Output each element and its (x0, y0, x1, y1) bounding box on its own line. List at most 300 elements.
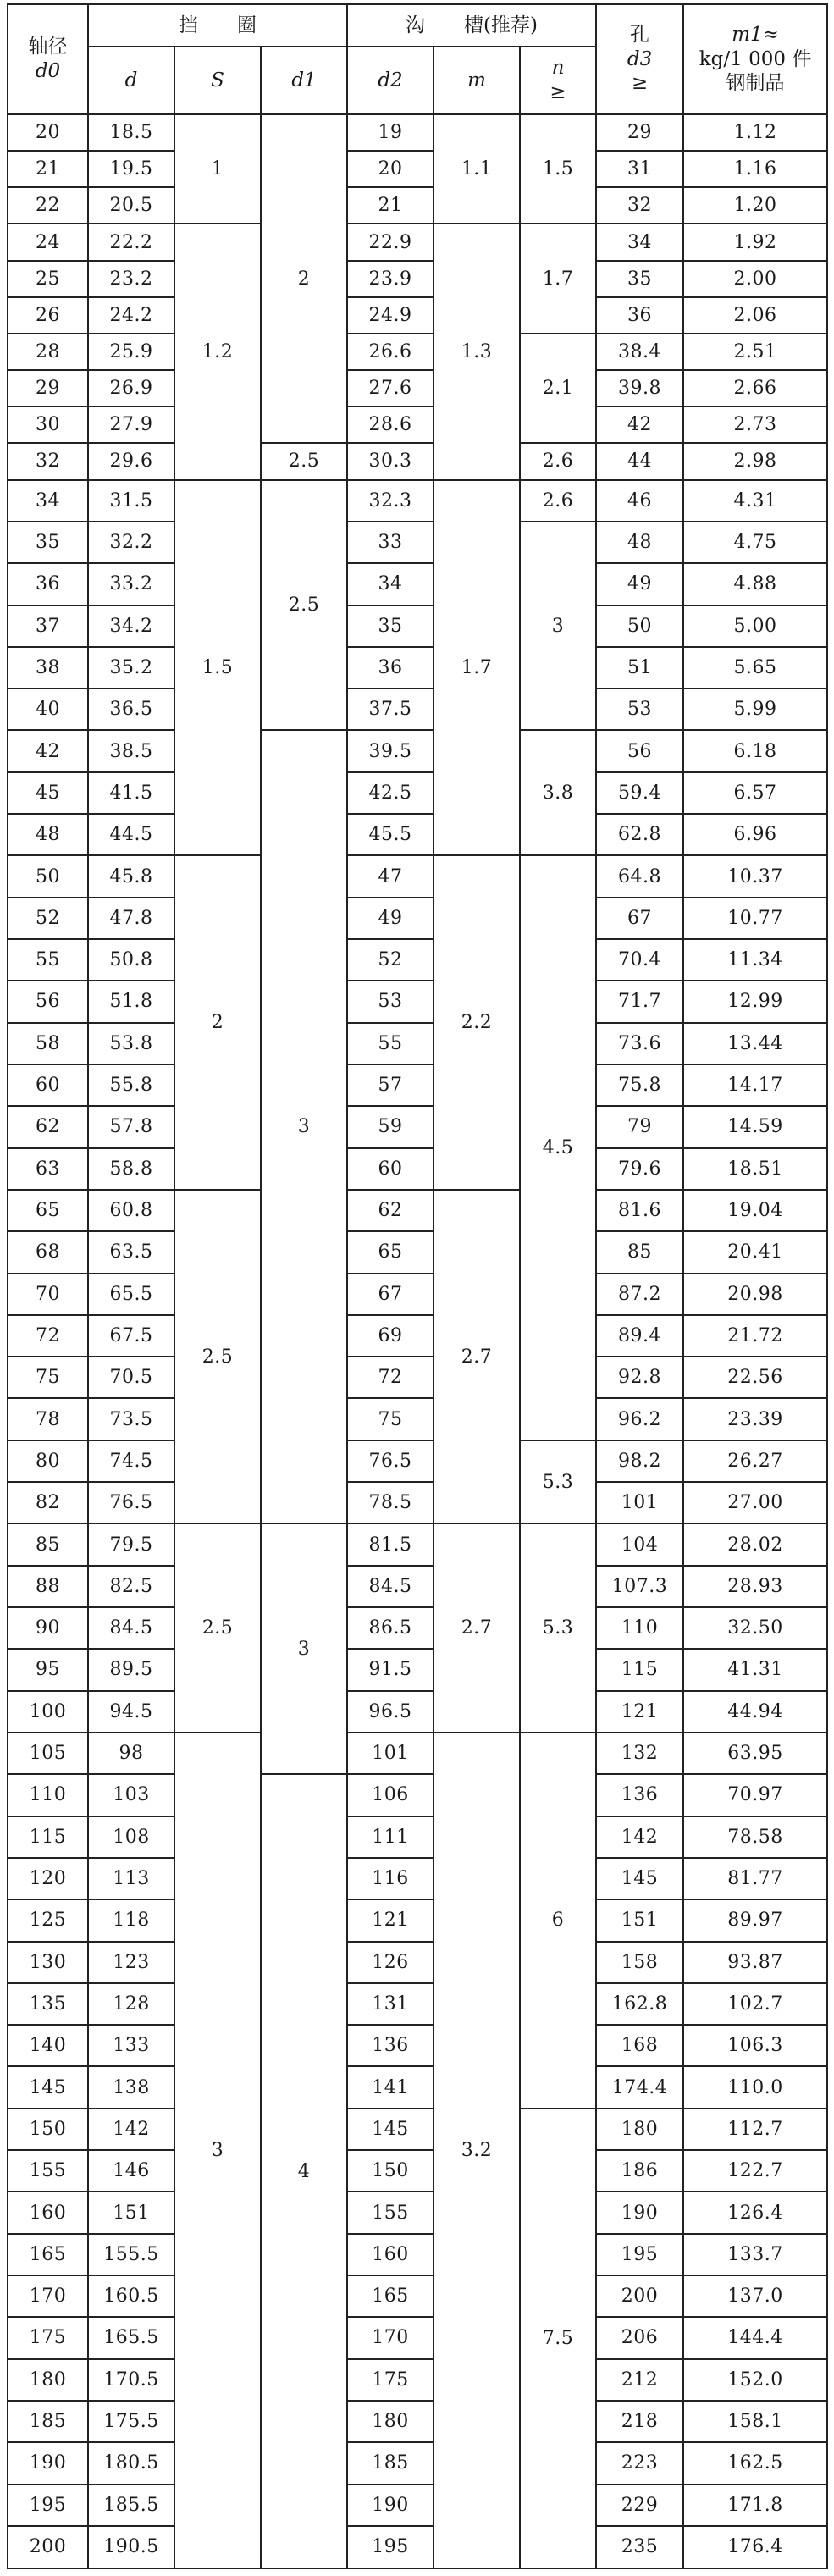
cell-d: 24.2 (88, 297, 174, 334)
cell-d: 22.2 (88, 224, 174, 260)
cell-d: 79.5 (88, 1523, 174, 1565)
cell-m-group: 2.7 (434, 1523, 520, 1733)
table-row (8, 2401, 827, 2442)
cell-d0: 60 (8, 1064, 88, 1106)
table-row (8, 1023, 827, 1064)
cell-d3: 31 (596, 151, 683, 187)
cell-m1: 14.17 (683, 1064, 827, 1106)
cell-d: 108 (88, 1816, 174, 1858)
cell-d2: 23.9 (347, 261, 434, 297)
header-S: S (174, 47, 261, 114)
cell-d: 23.2 (88, 261, 174, 297)
cell-d0: 32 (8, 443, 88, 479)
cell-d: 47.8 (88, 898, 174, 939)
cell-d2: 155 (347, 2192, 434, 2233)
cell-m1: 4.75 (683, 522, 827, 563)
cell-d0: 22 (8, 187, 88, 224)
cell-d0: 125 (8, 1899, 88, 1941)
cell-d0: 85 (8, 1523, 88, 1565)
cell-d3: 75.8 (596, 1064, 683, 1106)
cell-d: 74.5 (88, 1440, 174, 1482)
cell-d2: 62 (347, 1190, 434, 1231)
cell-d1-group: 3 (261, 1523, 347, 1774)
cell-m1: 110.0 (683, 2066, 827, 2108)
cell-d: 160.5 (88, 2275, 174, 2317)
table-row (8, 1983, 827, 2025)
table-row (8, 1231, 827, 1273)
cell-d: 175.5 (88, 2401, 174, 2442)
cell-d: 118 (88, 1899, 174, 1941)
cell-d3: 49 (596, 563, 683, 605)
cell-d0: 160 (8, 2192, 88, 2233)
cell-d: 70.5 (88, 1357, 174, 1398)
cell-m1: 2.00 (683, 261, 827, 297)
cell-d: 155.5 (88, 2234, 174, 2275)
cell-d: 98 (88, 1733, 174, 1774)
cell-m1: 137.0 (683, 2275, 827, 2317)
cell-d2: 34 (347, 563, 434, 605)
cell-n-group: 5.3 (520, 1523, 596, 1733)
cell-d: 82.5 (88, 1566, 174, 1607)
cell-d0: 56 (8, 981, 88, 1022)
cell-d0: 150 (8, 2109, 88, 2150)
cell-n-group: 4.5 (520, 855, 596, 1440)
cell-d: 63.5 (88, 1231, 174, 1273)
table-row (8, 1774, 827, 1816)
cell-d2: 24.9 (347, 297, 434, 334)
cell-n-group: 3 (520, 522, 596, 731)
header-m: m (434, 47, 520, 114)
cell-d0: 24 (8, 224, 88, 260)
cell-d0: 62 (8, 1106, 88, 1147)
cell-d3: 51 (596, 647, 683, 688)
cell-d2: 84.5 (347, 1566, 434, 1607)
cell-d3: 235 (596, 2526, 683, 2568)
cell-d2: 86.5 (347, 1607, 434, 1649)
header-d1: d1 (261, 47, 347, 114)
cell-d: 32.2 (88, 522, 174, 563)
cell-m1: 26.27 (683, 1440, 827, 1482)
cell-d: 142 (88, 2109, 174, 2150)
cell-d: 55.8 (88, 1064, 174, 1106)
table-row (8, 1106, 827, 1147)
cell-d2: 76.5 (347, 1440, 434, 1482)
cell-d3: 34 (596, 224, 683, 260)
table-row (8, 114, 827, 151)
cell-n-group: 2.6 (520, 443, 596, 479)
cell-d2: 26.6 (347, 334, 434, 370)
cell-d2: 59 (347, 1106, 434, 1147)
cell-d2: 65 (347, 1231, 434, 1273)
cell-d0: 26 (8, 297, 88, 334)
cell-m1: 2.73 (683, 406, 827, 443)
table-row (8, 2442, 827, 2484)
cell-d3: 38.4 (596, 334, 683, 370)
cell-d0: 135 (8, 1983, 88, 2025)
cell-d2: 49 (347, 898, 434, 939)
table-row (8, 187, 827, 224)
cell-d2: 180 (347, 2401, 434, 2442)
cell-d0: 200 (8, 2526, 88, 2568)
cell-d2: 20 (347, 151, 434, 187)
cell-d: 146 (88, 2150, 174, 2192)
cell-d: 151 (88, 2192, 174, 2233)
cell-d2: 81.5 (347, 1523, 434, 1565)
cell-d0: 120 (8, 1858, 88, 1899)
cell-n-group: 5.3 (520, 1440, 596, 1524)
cell-m1: 14.59 (683, 1106, 827, 1147)
cell-d0: 75 (8, 1357, 88, 1398)
cell-d2: 126 (347, 1942, 434, 1983)
cell-d2: 75 (347, 1398, 434, 1440)
header-hole-symbol: d3 (627, 47, 653, 70)
table-row (8, 2109, 827, 2150)
cell-d0: 140 (8, 2025, 88, 2066)
table-row (8, 1899, 827, 1941)
cell-d0: 37 (8, 605, 88, 647)
cell-d2: 195 (347, 2526, 434, 2568)
cell-m1: 2.66 (683, 370, 827, 406)
cell-d0: 34 (8, 480, 88, 522)
cell-d3: 186 (596, 2150, 683, 2192)
cell-d3: 39.8 (596, 370, 683, 406)
table-row (8, 1607, 827, 1649)
table-row (8, 1148, 827, 1190)
header-n (520, 47, 596, 114)
cell-d: 170.5 (88, 2359, 174, 2401)
cell-d3: 195 (596, 2234, 683, 2275)
table-row (8, 334, 827, 370)
cell-m1: 41.31 (683, 1649, 827, 1690)
cell-d0: 190 (8, 2442, 88, 2484)
cell-d3: 35 (596, 261, 683, 297)
cell-d: 60.8 (88, 1190, 174, 1231)
cell-d0: 40 (8, 688, 88, 730)
table-header (8, 4, 827, 114)
cell-d2: 78.5 (347, 1482, 434, 1523)
cell-d3: 53 (596, 688, 683, 730)
header-d: d (88, 47, 174, 114)
table-row (8, 1482, 827, 1523)
cell-d0: 88 (8, 1566, 88, 1607)
table-body (8, 114, 827, 2568)
cell-d0: 21 (8, 151, 88, 187)
cell-d: 190.5 (88, 2526, 174, 2568)
cell-d0: 55 (8, 939, 88, 981)
cell-m1: 152.0 (683, 2359, 827, 2401)
cell-m1: 4.31 (683, 480, 827, 522)
cell-d2: 28.6 (347, 406, 434, 443)
table-row (8, 1274, 827, 1315)
cell-d: 19.5 (88, 151, 174, 187)
cell-m1: 1.92 (683, 224, 827, 260)
table-row (8, 730, 827, 771)
table-row (8, 1523, 827, 1565)
cell-d3: 115 (596, 1649, 683, 1690)
cell-m1: 18.51 (683, 1148, 827, 1190)
cell-d3: 59.4 (596, 772, 683, 814)
cell-d2: 96.5 (347, 1691, 434, 1733)
cell-d3: 81.6 (596, 1190, 683, 1231)
cell-m1: 78.58 (683, 1816, 827, 1858)
cell-d: 33.2 (88, 563, 174, 605)
cell-m1: 2.06 (683, 297, 827, 334)
header-n-symbol: n (551, 57, 565, 80)
cell-m1: 6.18 (683, 730, 827, 771)
cell-m1: 6.57 (683, 772, 827, 814)
cell-d3: 200 (596, 2275, 683, 2317)
cell-d0: 110 (8, 1774, 88, 1816)
cell-d3: 190 (596, 2192, 683, 2233)
cell-d0: 25 (8, 261, 88, 297)
cell-d: 138 (88, 2066, 174, 2108)
cell-d2: 55 (347, 1023, 434, 1064)
cell-m1: 5.99 (683, 688, 827, 730)
cell-d: 89.5 (88, 1649, 174, 1690)
cell-d2: 165 (347, 2275, 434, 2317)
cell-d0: 68 (8, 1231, 88, 1273)
cell-d0: 35 (8, 522, 88, 563)
cell-d: 133 (88, 2025, 174, 2066)
cell-d3: 32 (596, 187, 683, 224)
cell-m1: 158.1 (683, 2401, 827, 2442)
cell-d: 51.8 (88, 981, 174, 1022)
header-hole (596, 4, 683, 114)
cell-d2: 141 (347, 2066, 434, 2108)
cell-d0: 180 (8, 2359, 88, 2401)
cell-m1: 162.5 (683, 2442, 827, 2484)
table-row (8, 224, 827, 260)
cell-d0: 185 (8, 2401, 88, 2442)
table-row (8, 406, 827, 443)
cell-m1: 12.99 (683, 981, 827, 1022)
cell-d0: 82 (8, 1482, 88, 1523)
table-row (8, 1064, 827, 1106)
table-row (8, 1566, 827, 1607)
cell-d3: 206 (596, 2317, 683, 2358)
table-row (8, 1315, 827, 1357)
cell-m1: 6.96 (683, 814, 827, 855)
cell-d3: 79.6 (596, 1148, 683, 1190)
cell-d0: 38 (8, 647, 88, 688)
table-row (8, 370, 827, 406)
cell-d0: 145 (8, 2066, 88, 2108)
cell-d: 34.2 (88, 605, 174, 647)
cell-d3: 121 (596, 1691, 683, 1733)
cell-d3: 44 (596, 443, 683, 479)
cell-d2: 145 (347, 2109, 434, 2150)
cell-d2: 21 (347, 187, 434, 224)
table-row (8, 898, 827, 939)
cell-d2: 67 (347, 1274, 434, 1315)
cell-d3: 46 (596, 480, 683, 522)
table-row (8, 480, 827, 522)
header-hole-ge: ≥ (631, 72, 649, 95)
cell-m-group: 2.7 (434, 1190, 520, 1524)
cell-m-group: 3.2 (434, 1733, 520, 2568)
cell-d0: 29 (8, 370, 88, 406)
cell-s-group: 3 (174, 1733, 261, 2568)
cell-d3: 79 (596, 1106, 683, 1147)
cell-d3: 89.4 (596, 1315, 683, 1357)
cell-d: 44.5 (88, 814, 174, 855)
cell-d: 165.5 (88, 2317, 174, 2358)
cell-m1: 27.00 (683, 1482, 827, 1523)
table-row (8, 981, 827, 1022)
cell-d: 35.2 (88, 647, 174, 688)
cell-m1: 102.7 (683, 1983, 827, 2025)
table-row (8, 2275, 827, 2317)
cell-s-group: 2.5 (174, 1190, 261, 1524)
cell-d: 180.5 (88, 2442, 174, 2484)
cell-m-group: 1.1 (434, 114, 520, 224)
cell-m1: 10.77 (683, 898, 827, 939)
cell-m1: 70.97 (683, 1774, 827, 1816)
cell-d3: 212 (596, 2359, 683, 2401)
cell-d0: 45 (8, 772, 88, 814)
cell-m1: 93.87 (683, 1942, 827, 1983)
table-row (8, 1733, 827, 1774)
header-shaft-diameter (8, 4, 88, 114)
cell-m1: 126.4 (683, 2192, 827, 2233)
cell-d2: 22.9 (347, 224, 434, 260)
cell-d1-group: 4 (261, 1774, 347, 2568)
cell-m1: 144.4 (683, 2317, 827, 2358)
table-row (8, 2066, 827, 2108)
cell-m1: 28.93 (683, 1566, 827, 1607)
cell-d3: 71.7 (596, 981, 683, 1022)
cell-d1-group: 2.5 (261, 480, 347, 731)
cell-d: 94.5 (88, 1691, 174, 1733)
cell-s-group: 1.5 (174, 480, 261, 856)
table-row (8, 1398, 827, 1440)
cell-m1: 4.88 (683, 563, 827, 605)
cell-d2: 111 (347, 1816, 434, 1858)
cell-d2: 37.5 (347, 688, 434, 730)
header-mass-line2: kg/1 000 件 (699, 47, 812, 70)
cell-d: 41.5 (88, 772, 174, 814)
cell-m1: 32.50 (683, 1607, 827, 1649)
cell-m1: 63.95 (683, 1733, 827, 1774)
cell-d: 103 (88, 1774, 174, 1816)
cell-d1-group: 2.5 (261, 443, 347, 479)
cell-d: 26.9 (88, 370, 174, 406)
cell-d2: 72 (347, 1357, 434, 1398)
table-row (8, 1942, 827, 1983)
table-row (8, 1816, 827, 1858)
cell-d0: 70 (8, 1274, 88, 1315)
cell-d0: 100 (8, 1691, 88, 1733)
cell-d3: 48 (596, 522, 683, 563)
cell-m1: 89.97 (683, 1899, 827, 1941)
cell-n-group: 2.1 (520, 334, 596, 443)
cell-m1: 28.02 (683, 1523, 827, 1565)
cell-d2: 39.5 (347, 730, 434, 771)
cell-d3: 67 (596, 898, 683, 939)
cell-m1: 112.7 (683, 2109, 827, 2150)
cell-d0: 36 (8, 563, 88, 605)
cell-d3: 70.4 (596, 939, 683, 981)
cell-d3: 98.2 (596, 1440, 683, 1482)
cell-m1: 21.72 (683, 1315, 827, 1357)
cell-d2: 45.5 (347, 814, 434, 855)
cell-d0: 30 (8, 406, 88, 443)
header-shaft-symbol: d0 (35, 60, 61, 82)
cell-d3: 36 (596, 297, 683, 334)
table-row (8, 814, 827, 855)
cell-n-group: 3.8 (520, 730, 596, 855)
cell-n-group: 6 (520, 1733, 596, 2109)
cell-m1: 133.7 (683, 2234, 827, 2275)
table-row (8, 2359, 827, 2401)
cell-m1: 20.98 (683, 1274, 827, 1315)
cell-m1: 13.44 (683, 1023, 827, 1064)
cell-d: 29.6 (88, 443, 174, 479)
cell-d2: 101 (347, 1733, 434, 1774)
cell-d: 25.9 (88, 334, 174, 370)
cell-d2: 33 (347, 522, 434, 563)
table-row (8, 2192, 827, 2233)
table-row (8, 2025, 827, 2066)
cell-d3: 107.3 (596, 1566, 683, 1607)
header-retainer-group: 挡 圈 (88, 4, 347, 47)
cell-d: 73.5 (88, 1398, 174, 1440)
cell-d2: 190 (347, 2485, 434, 2526)
header-d2: d2 (347, 47, 434, 114)
cell-d: 45.8 (88, 855, 174, 897)
cell-d: 65.5 (88, 1274, 174, 1315)
header-n-ge: ≥ (550, 81, 566, 103)
cell-d2: 32.3 (347, 480, 434, 522)
cell-d2: 136 (347, 2025, 434, 2066)
cell-d0: 95 (8, 1649, 88, 1690)
cell-d: 128 (88, 1983, 174, 2025)
cell-d: 123 (88, 1942, 174, 1983)
cell-d2: 185 (347, 2442, 434, 2484)
cell-d3: 218 (596, 2401, 683, 2442)
cell-d3: 158 (596, 1942, 683, 1983)
cell-d: 84.5 (88, 1607, 174, 1649)
cell-d3: 110 (596, 1607, 683, 1649)
table-row (8, 1440, 827, 1482)
cell-d3: 42 (596, 406, 683, 443)
cell-n-group: 2.6 (520, 480, 596, 522)
cell-d: 50.8 (88, 939, 174, 981)
table-row (8, 443, 827, 479)
cell-d3: 145 (596, 1858, 683, 1899)
cell-d2: 60 (347, 1148, 434, 1190)
cell-d2: 175 (347, 2359, 434, 2401)
table-row (8, 855, 827, 897)
table-row (8, 2317, 827, 2358)
table-row (8, 772, 827, 814)
cell-d3: 162.8 (596, 1983, 683, 2025)
cell-d3: 101 (596, 1482, 683, 1523)
cell-d0: 63 (8, 1148, 88, 1190)
cell-m1: 1.12 (683, 114, 827, 151)
cell-m1: 171.8 (683, 2485, 827, 2526)
cell-m1: 1.20 (683, 187, 827, 224)
cell-m1: 11.34 (683, 939, 827, 981)
cell-d2: 91.5 (347, 1649, 434, 1690)
cell-d3: 223 (596, 2442, 683, 2484)
cell-d2: 160 (347, 2234, 434, 2275)
cell-d2: 47 (347, 855, 434, 897)
table-row (8, 1649, 827, 1690)
cell-d2: 27.6 (347, 370, 434, 406)
cell-d0: 50 (8, 855, 88, 897)
table-row (8, 939, 827, 981)
